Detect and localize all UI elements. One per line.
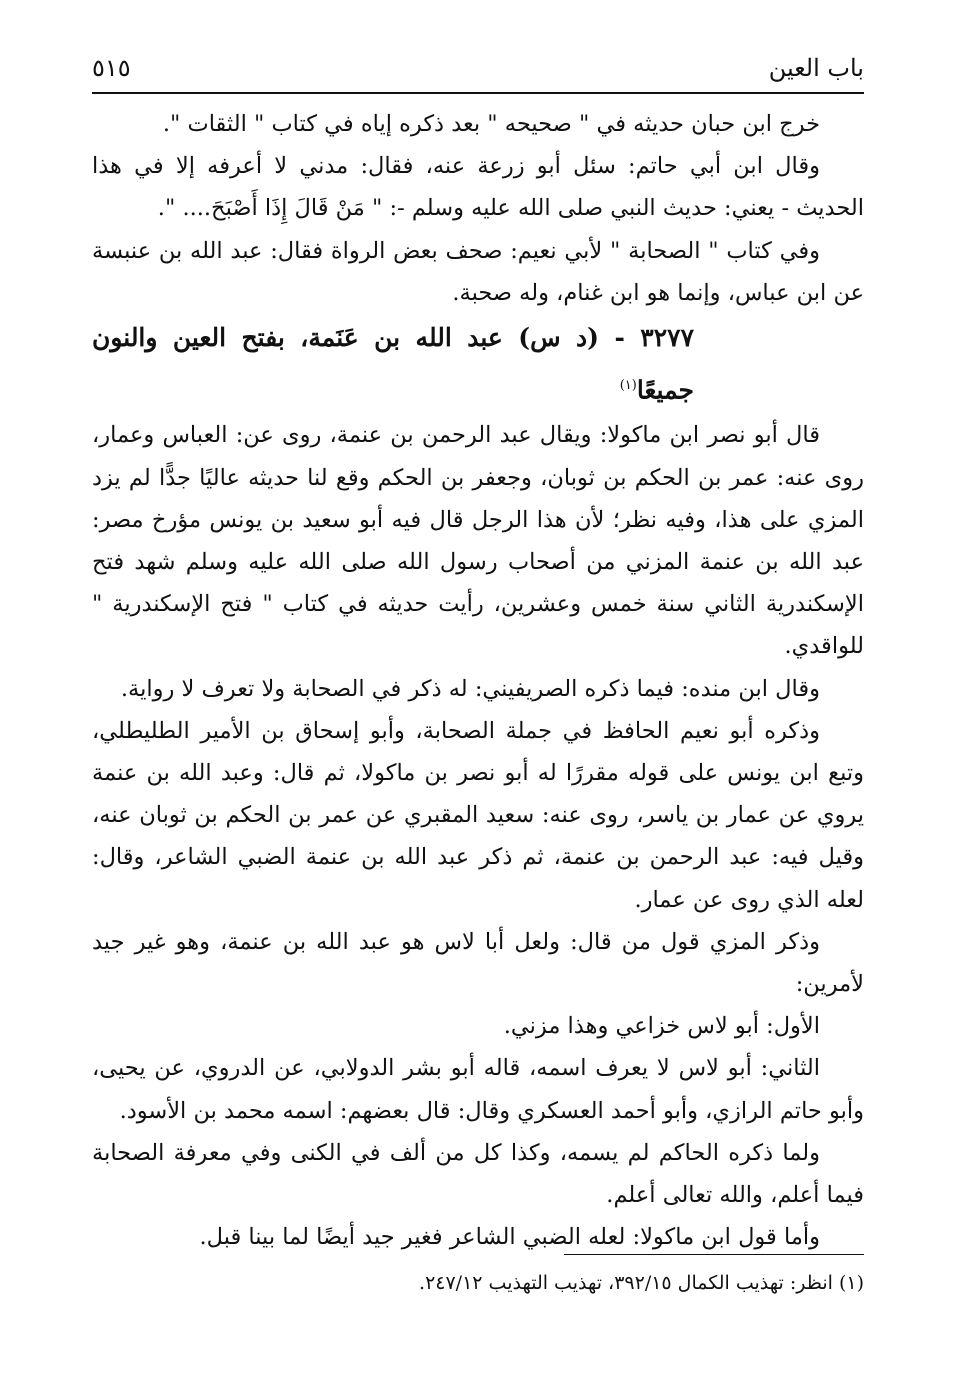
paragraph: وأما قول ابن ماكولا: لعله الضبي الشاعر فغير جيد أيضًا لما بينا قبل. <box>199 1224 820 1251</box>
footnote: (١) انظر: تهذيب الكمال ٣٩٢/١٥، تهذيب التهذيب ٢٤٧/١٢. <box>419 1272 864 1294</box>
paragraph: وذكر المزي قول من قال: ولعل أبا لاس هو عبد الله بن عنمة، وهو غير جيد لأمرين: <box>92 928 864 997</box>
footnote-marker: (١) <box>619 378 637 394</box>
paragraph: الثاني: أبو لاس لا يعرف اسمه، قاله أبو بشر الدولابي، عن الدروي، عن يحيى، وأبو حاتم الرازي، وأبو أحمد العسكري وقال: قال بعضهم: اسمه محمد بن الأسود. <box>92 1055 864 1124</box>
page-header <box>92 46 864 90</box>
header-divider <box>92 92 864 94</box>
footnote-divider <box>564 1254 864 1255</box>
page-number: ٥١٥ <box>92 54 131 82</box>
running-title: باب العين <box>768 54 864 82</box>
paragraph: وقال ابن أبي حاتم: سئل أبو زرعة عنه، فقال: مدني لا أعرفه إلا في هذا الحديث - يعني: حديث النبي صلى الله عليه وسلم -: " مَنْ قَالَ إِذَا أَصْبَحَ.... ". <box>92 153 864 222</box>
entry-heading <box>92 314 864 414</box>
entry-heading-text: ٣٢٧٧ - (د س) عبد الله بن عَنَمة، بفتح العين والنون جميعًا <box>92 323 694 405</box>
paragraph: خرج ابن حبان حديثه في " صحيحه " بعد ذكره إياه في كتاب " الثقات ". <box>162 111 820 137</box>
paragraph: ولما ذكره الحاكم لم يسمه، وكذا كل من ألف في الكنى وفي معرفة الصحابة فيما أعلم، والله تعالى أعلم. <box>92 1139 864 1208</box>
paragraph: الأول: أبو لاس خزاعي وهذا مزني. <box>503 1013 820 1040</box>
page-body <box>92 103 864 1258</box>
paragraph: قال أبو نصر ابن ماكولا: ويقال عبد الرحمن بن عنمة، روى عن: العباس وعمار، روى عنه: عمر بن الحكم بن ثوبان، وجعفر بن الحكم وقع لنا حديثه عاليًا جدًّا لم يزد المزي على هذا، وفيه نظر؛ لأن هذا الرجل قال فيه أبو سعيد بن يونس مؤرخ مصر: عبد الله بن عنمة المزني من أصحاب رسول الله صلى الله عليه وسلم شهد فتح الإسكندرية الثاني سنة خمس وعشرين، رأيت حديثه في كتاب " فتح الإسكندرية " للواقدي. <box>92 422 864 660</box>
paragraph: وفي كتاب " الصحابة " لأبي نعيم: صحف بعض الرواة فقال: عبد الله بن عنبسة عن ابن عباس، وإنما هو ابن غنام، وله صحبة. <box>92 237 864 306</box>
paragraph: وذكره أبو نعيم الحافظ في جملة الصحابة، وأبو إسحاق بن الأمير الطليطلي، وتبع ابن يونس على قوله مقررًا له أبو نصر بن ماكولا، ثم قال: وعبد الله بن عنمة يروي عن عمار بن ياسر، روى عنه: سعيد المقبري عن عمر بن الحكم بن ثوبان عنه، وقيل فيه: عبد الرحمن بن عنمة، ثم ذكر عبد الله بن عنمة الضبي الشاعر، وقال: لعله الذي روى عن عمار. <box>92 717 864 913</box>
paragraph: وقال ابن منده: فيما ذكره الصريفيني: له ذكر في الصحابة ولا تعرف لا رواية. <box>120 675 820 702</box>
